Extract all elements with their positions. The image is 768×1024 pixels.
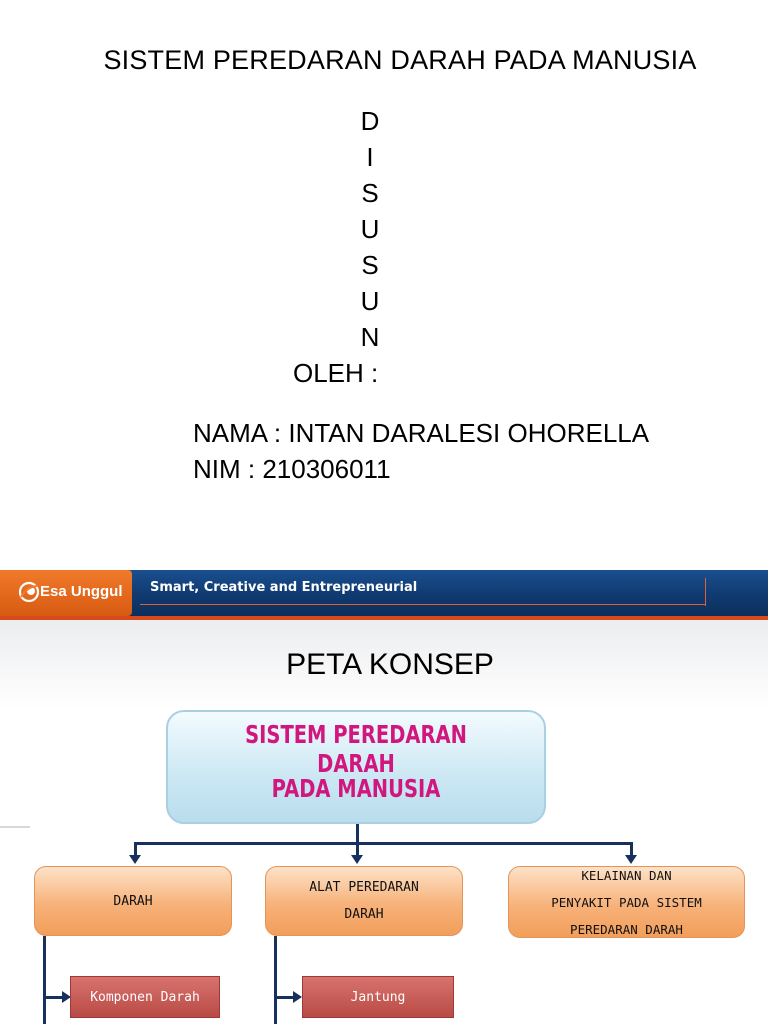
banner-accent-line (0, 616, 768, 620)
slide-title: PETA KONSEP (286, 648, 494, 681)
author-nim: NIM : 210306011 (193, 454, 391, 484)
slide-title: SISTEM PEREDARAN DARAH PADA MANUSIA (103, 45, 697, 75)
connector-line (43, 936, 46, 1024)
vertical-letter: U (360, 286, 380, 316)
connector-line (274, 996, 294, 999)
sub-box-komponen-darah (70, 976, 220, 1018)
concept-box-line2: DARAH (344, 907, 384, 922)
concept-box-line3: PEREDARAN DARAH (570, 921, 683, 937)
banner-divider (140, 604, 706, 605)
logo-text: Esa Unggul (40, 583, 123, 600)
vertical-letter: I (366, 142, 374, 172)
sub-box-label: Komponen Darah (90, 989, 200, 1005)
vertical-letter: S (361, 250, 379, 280)
author-name: NAMA : INTAN DARALESI OHORELLA (193, 418, 650, 448)
vertical-letter: S (361, 178, 379, 208)
sub-box-jantung (302, 976, 454, 1018)
banner-divider-vertical (705, 578, 706, 606)
vertical-letter: N (360, 322, 380, 352)
concept-box-label: DARAH (113, 893, 153, 909)
arrow-right-icon (293, 991, 302, 1003)
divider (0, 826, 30, 828)
concept-box-darah (34, 866, 232, 936)
concept-main-line1: SISTEM PEREDARAN DARAH (245, 720, 467, 778)
connector-line (274, 936, 277, 1024)
concept-box-alat-peredaran (265, 866, 463, 936)
concept-box-line1: KELAINAN DAN (581, 867, 672, 883)
concept-map-slide (0, 570, 768, 1024)
vertical-letter: D (360, 106, 380, 136)
sub-box-label: Jantung (350, 989, 406, 1005)
university-logo-icon (18, 581, 40, 603)
connector-line (134, 842, 633, 845)
arrow-down-icon (129, 855, 141, 864)
concept-box-line1: ALAT PEREDARAN (309, 880, 419, 895)
connector-line (43, 996, 63, 999)
vertical-letter: U (360, 214, 380, 244)
concept-main-line2: PADA MANUSIA (271, 774, 441, 803)
author-heading: OLEH : (293, 358, 379, 388)
concept-box-line2: PENYAKIT PADA SISTEM (551, 894, 702, 910)
banner-tagline: Smart, Creative and Entrepreneurial (150, 580, 418, 595)
arrow-down-icon (351, 855, 363, 864)
connector-line (356, 824, 359, 844)
concept-box-kelainan (508, 866, 745, 938)
